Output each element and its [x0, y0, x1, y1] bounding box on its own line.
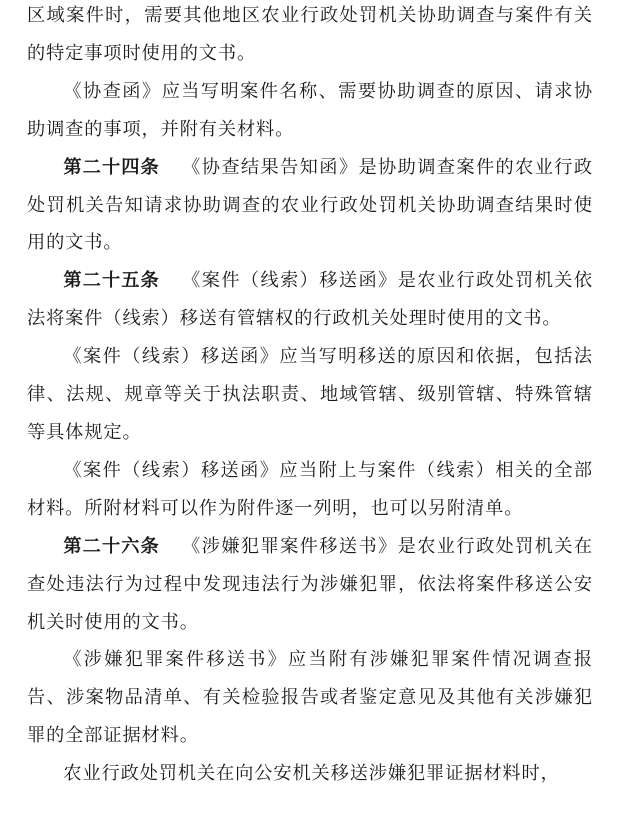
paragraph-9: [27, 755, 593, 793]
article-number: 第二十五条: [63, 270, 160, 292]
paragraph-6: [27, 452, 593, 528]
paragraph-text: 《案件（线索）移送函》应当写明移送的原因和依据，包括法律、法规、规章等关于执法职责、地域管辖、级别管辖、特殊管辖等具体规定。: [27, 346, 593, 443]
article-26-paragraph: [27, 528, 593, 642]
document-page: [27, 0, 593, 793]
paragraph-text: 农业行政处罚机关在向公安机关移送涉嫌犯罪证据材料时，: [63, 763, 560, 785]
paragraph-text: 区域案件时，需要其他地区农业行政处罚机关协助调查与案件有关的特定事项时使用的文书。: [27, 5, 593, 64]
paragraph-text: 《案件（线索）移送函》是农业行政处罚机关依法将案件（线索）移送有管辖权的行政机关处理时使用的文书。: [27, 270, 593, 330]
paragraph-5: [27, 338, 593, 452]
article-number: 第二十四条: [63, 156, 160, 178]
paragraph-text: 《案件（线索）移送函》应当附上与案件（线索）相关的全部材料。所附材料可以作为附件逐一列明，也可以另附清单。: [27, 459, 593, 519]
article-25-paragraph: [27, 262, 593, 338]
paragraph-text: 《涉嫌犯罪案件移送书》是农业行政处罚机关在查处违法行为过程中发现违法行为涉嫌犯罪，依法将案件移送公安机关时使用的文书。: [27, 535, 593, 633]
paragraph-text: 《涉嫌犯罪案件移送书》应当附有涉嫌犯罪案件情况调查报告、涉案物品清单、有关检验报告或者鉴定意见及其他有关涉嫌犯罪的全部证据材料。: [27, 649, 593, 747]
paragraph-text: 《协查函》应当写明案件名称、需要协助调查的原因、请求协助调查的事项，并附有关材料。: [27, 80, 593, 140]
paragraph-2: [27, 73, 593, 149]
article-24-paragraph: [27, 149, 593, 263]
article-number: 第二十六条: [63, 535, 160, 557]
paragraph-8: [27, 641, 593, 755]
paragraph-text: 《协查结果告知函》是协助调查案件的农业行政处罚机关告知请求协助调查的农业行政处罚机关协助调查结果时使用的文书。: [27, 156, 593, 254]
paragraph-1: [27, 0, 593, 73]
